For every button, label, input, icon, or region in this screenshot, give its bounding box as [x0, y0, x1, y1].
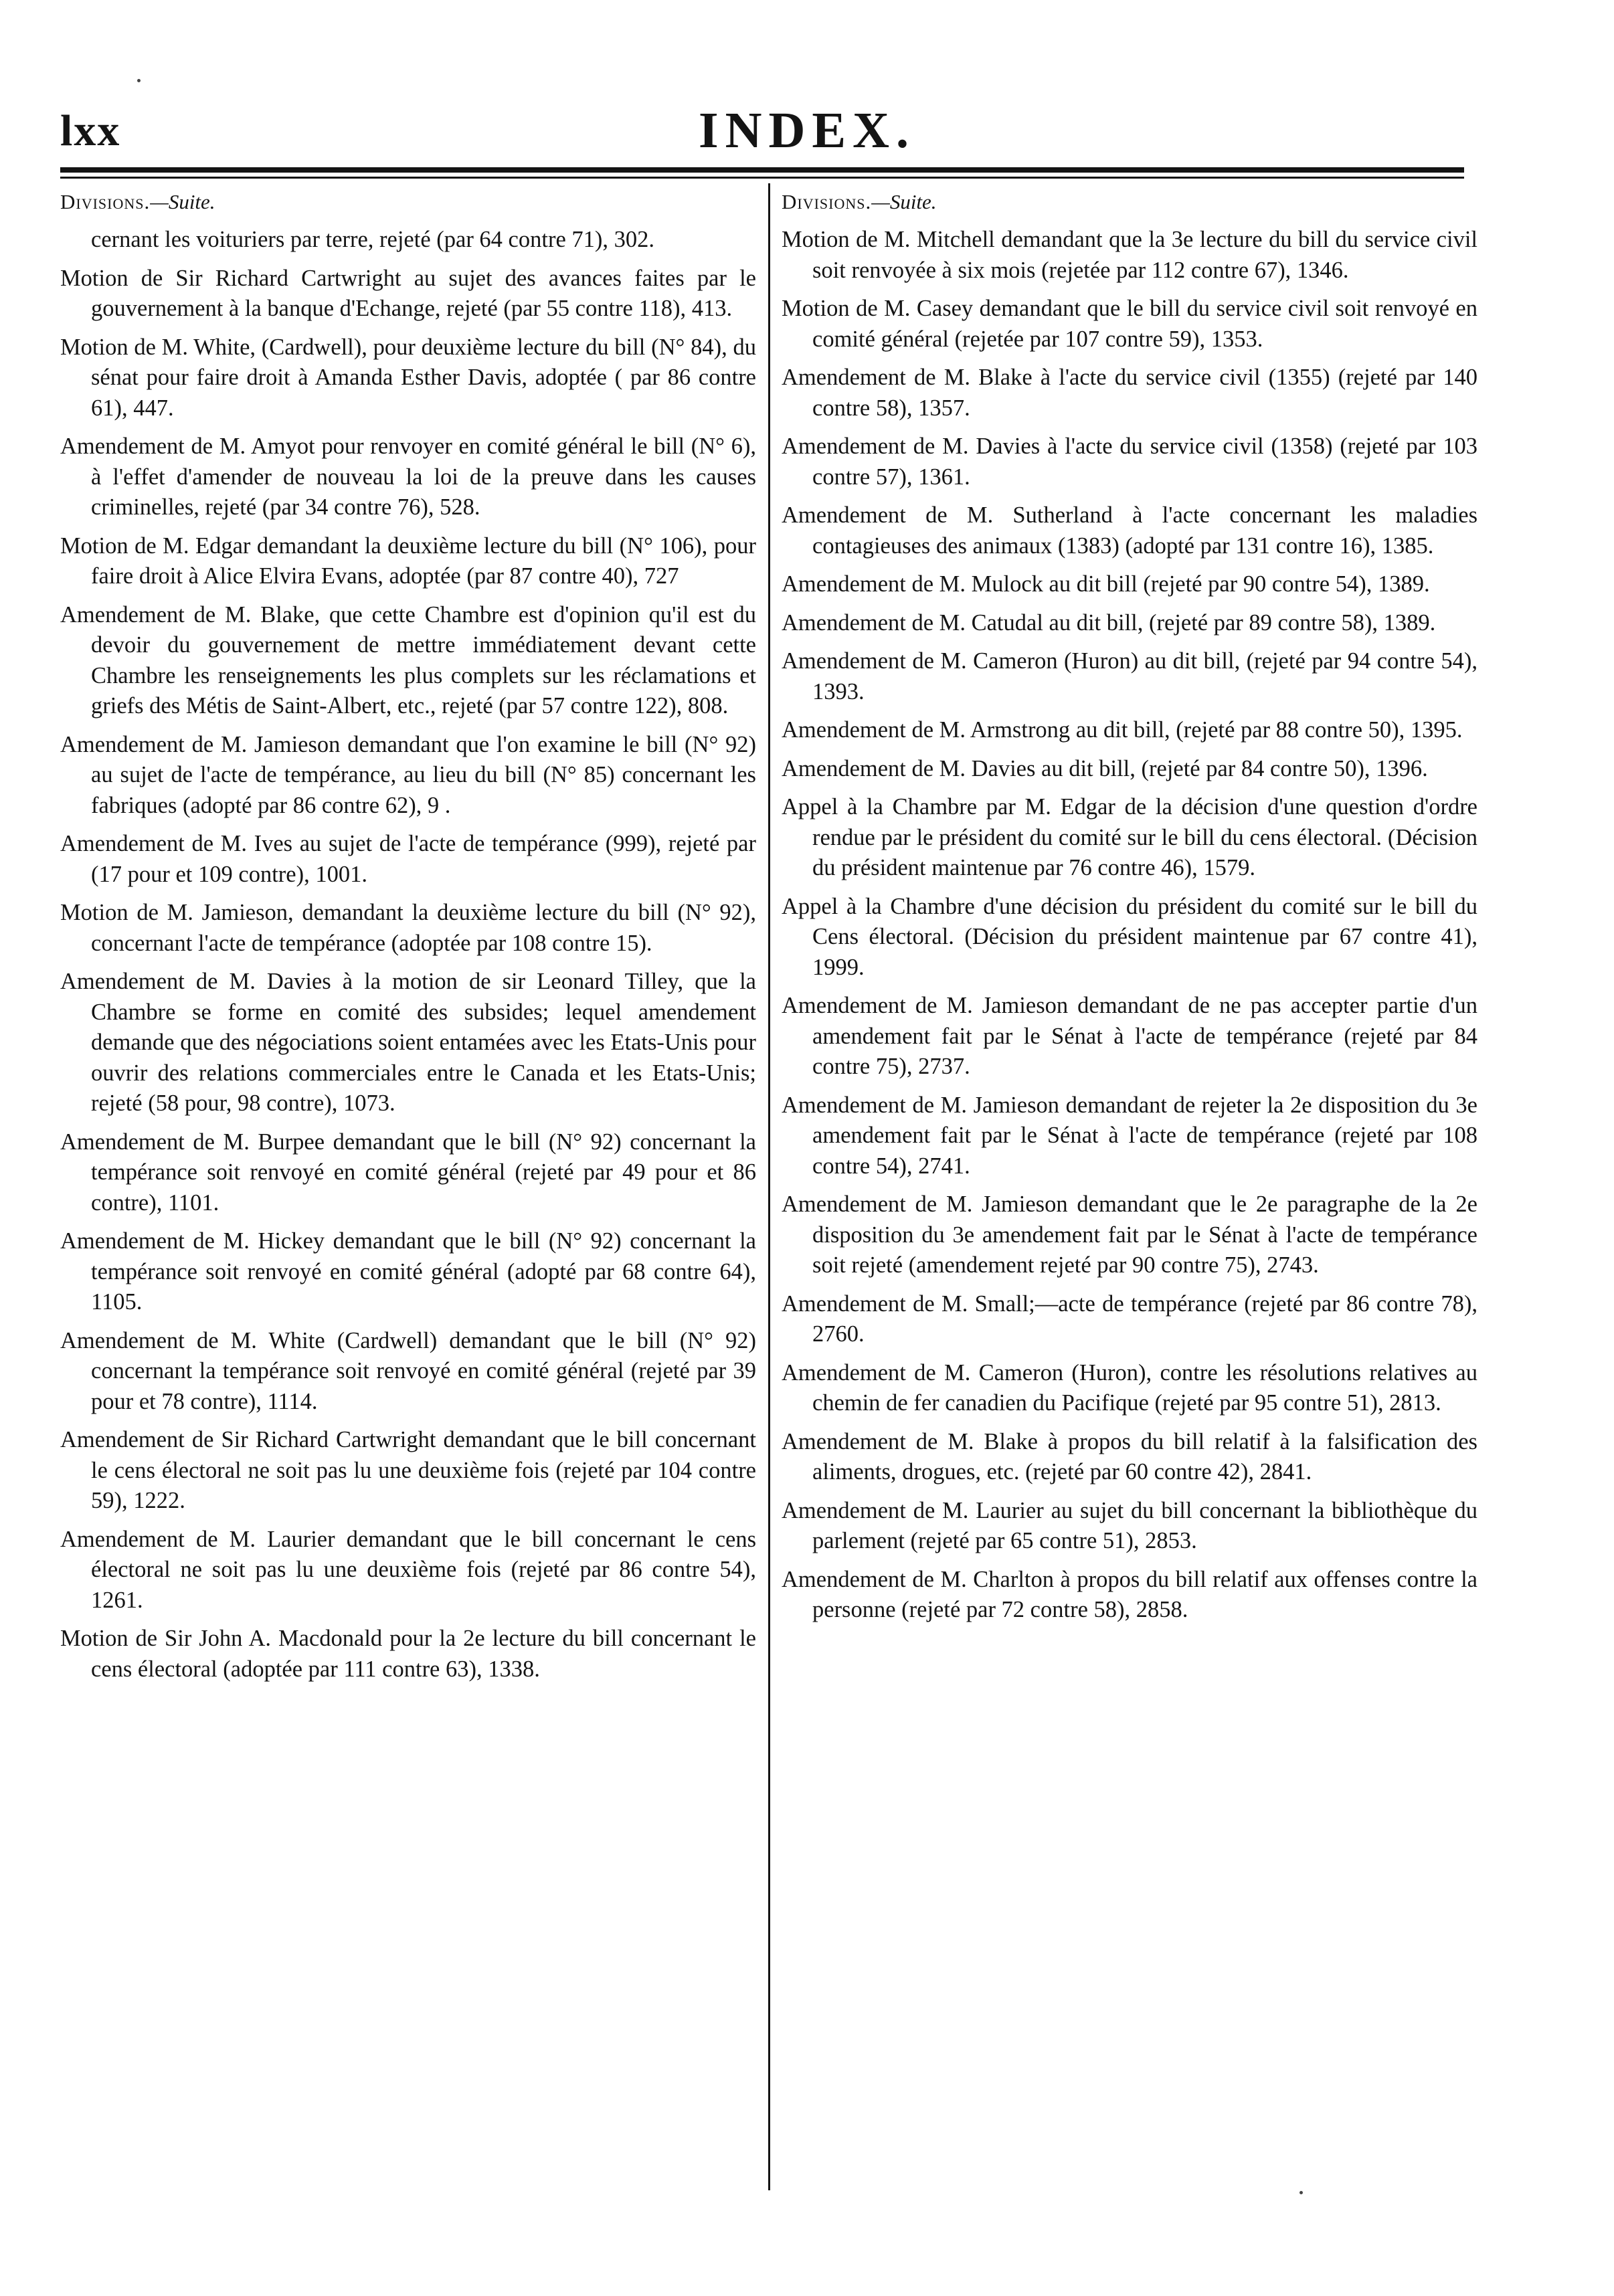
- index-entry: Amendement de M. Jamieson demandant que l'on examine le bill (N° 92) au sujet de l'acte de tempérance, au lieu du bill (N° 85) concernant les fabriques (adopté par 86 contre 62), 9 .: [60, 731, 756, 818]
- header-rule-thin: [60, 177, 1464, 179]
- index-entry: Motion de M. Edgar demandant la deuxième lecture du bill (N° 106), pour faire droit à Alice Elvira Evans, adoptée (par 87 contre 40), 727: [60, 533, 756, 589]
- index-entry: Amendement de M. Mulock au dit bill (rejeté par 90 contre 54), 1389.: [782, 571, 1430, 597]
- index-entry: Amendement de M. Amyot pour renvoyer en comité général le bill (N° 6), à l'effet d'amender de nouveau la loi de la preuve dans les causes criminelles, rejeté (par 34 contre 76), 528.: [60, 434, 756, 520]
- index-entry: Amendement de M. Jamieson demandant de rejeter la 2e disposition du 3e amendement fait par le Sénat à l'acte de tempérance (rejeté par 108 contre 54), 2741.: [782, 1092, 1477, 1179]
- index-entry: Amendement de M. Catudal au dit bill, (rejeté par 89 contre 58), 1389.: [782, 609, 1436, 636]
- left-column: [60, 189, 756, 1693]
- index-entry: Amendement de M. Blake à l'acte du service civil (1355) (rejeté par 140 contre 58), 1357.: [782, 365, 1477, 421]
- index-entry: Motion de M. Mitchell demandant que la 3e lecture du bill du service civil soit renvoyée à six mois (rejetée par 112 contre 67), 1346.: [782, 227, 1477, 283]
- index-entry: Amendement de M. Laurier demandant que le bill concernant le cens électoral ne soit pas lu une deuxième fois (rejeté par 86 contre 54), 1261.: [60, 1526, 756, 1613]
- column-divider: [768, 183, 770, 2190]
- index-entry: Appel à la Chambre par M. Edgar de la décision d'une question d'ordre rendue par le président du comité sur le bill du cens électoral. (Décision du président maintenue par 76 contre 46), 1579.: [782, 794, 1477, 880]
- index-entry: Motion de Sir John A. Macdonald pour la 2e lecture du bill concernant le cens électoral (adoptée par 111 contre 63), 1338.: [60, 1626, 756, 1682]
- index-entry: Amendement de M. Armstrong au dit bill, (rejeté par 88 contre 50), 1395.: [782, 717, 1463, 743]
- right-column: [782, 189, 1477, 1634]
- index-entry: Amendement de M. Small;—acte de tempérance (rejeté par 86 contre 78), 2760.: [782, 1290, 1477, 1347]
- section-label: Divisions.: [60, 190, 151, 213]
- index-entry: Amendement de Sir Richard Cartwright demandant que le bill concernant le cens électoral ne soit pas lu une deuxième fois (rejeté par 104 contre 59), 1222.: [60, 1427, 756, 1513]
- index-entry: Motion de Sir Richard Cartwright au sujet des avances faites par le gouvernement à la banque d'Echange, rejeté (par 55 contre 118), 413.: [60, 265, 756, 321]
- stray-dot-top: [137, 79, 141, 82]
- index-entry: Motion de M. Jamieson, demandant la deuxième lecture du bill (N° 92), concernant l'acte de tempérance (adoptée par 108 contre 15).: [60, 900, 756, 956]
- section-label: Divisions.: [782, 190, 872, 213]
- page-title: INDEX.: [699, 102, 915, 159]
- index-entry: Amendement de M. Jamieson demandant de ne pas accepter partie d'un amendement fait par le Sénat à l'acte de tempérance (rejeté par 84 contre 75), 2737.: [782, 993, 1477, 1079]
- stray-dot-bottom: [1299, 2191, 1303, 2194]
- right-column-header: [782, 189, 1477, 215]
- index-entry: Amendement de M. Laurier au sujet du bill concernant la bibliothèque du parlement (rejeté par 65 contre 51), 2853.: [782, 1497, 1477, 1553]
- index-entry: Amendement de M. Burpee demandant que le bill (N° 92) concernant la tempérance soit renvoyé en comité général (rejeté par 49 pour et 86 contre), 1101.: [60, 1129, 756, 1216]
- index-entry: Amendement de M. Jamieson demandant que le 2e paragraphe de la 2e disposition du 3e amendement fait par le Sénat à l'acte de tempérance soit rejeté (amendement rejeté par 90 contre 75), 2743.: [782, 1191, 1477, 1278]
- index-entry: Amendement de M. Davies à l'acte du service civil (1358) (rejeté par 103 contre 57), 1361.: [782, 434, 1477, 490]
- index-entry: cernant les voituriers par terre, rejeté (par 64 contre 71), 302.: [91, 227, 654, 252]
- page-number: lxx: [60, 106, 121, 155]
- index-entry: Amendement de M. Davies au dit bill, (rejeté par 84 contre 50), 1396.: [782, 755, 1428, 781]
- index-entry: Amendement de M. Hickey demandant que le bill (N° 92) concernant la tempérance soit renvoyé en comité général (adopté par 68 contre 64), 1105.: [60, 1228, 756, 1315]
- index-entry: Amendement de M. Sutherland à l'acte concernant les maladies contagieuses des animaux (1383) (adopté par 131 contre 16), 1385.: [782, 502, 1477, 559]
- section-suite: —Suite.: [150, 190, 215, 213]
- index-entry: Amendement de M. Cameron (Huron) au dit bill, (rejeté par 94 contre 54), 1393.: [782, 648, 1477, 704]
- section-suite: —Suite.: [871, 190, 937, 213]
- index-entry: Amendement de M. Blake à propos du bill relatif à la falsification des aliments, drogues, etc. (rejeté par 60 contre 42), 2841.: [782, 1428, 1477, 1485]
- index-entry: Amendement de M. White (Cardwell) demandant que le bill (N° 92) concernant la tempérance soit renvoyé en comité général (rejeté par 39 pour et 78 contre), 1114.: [60, 1327, 756, 1414]
- index-entry: Appel à la Chambre d'une décision du président du comité sur le bill du Cens électoral. (Décision du président maintenue par 67 contre 41), 1999.: [782, 893, 1477, 980]
- left-column-header: [60, 189, 756, 215]
- index-entry: Amendement de M. Ives au sujet de l'acte de tempérance (999), rejeté par (17 pour et 109 contre), 1001.: [60, 831, 756, 887]
- header-rule-thick: [60, 167, 1464, 173]
- index-entry: Motion de M. Casey demandant que le bill du service civil soit renvoyé en comité général (rejetée par 107 contre 59), 1353.: [782, 296, 1477, 352]
- index-entry: Amendement de M. Blake, que cette Chambre est d'opinion qu'il est du devoir du gouvernement de mettre immédiatement devant cette Chambre les renseignements les plus complets sur les réclamations et griefs des Métis de Saint-Albert, etc., rejeté (par 57 contre 122), 808.: [60, 601, 756, 719]
- index-entry: Motion de M. White, (Cardwell), pour deuxième lecture du bill (N° 84), du sénat pour faire droit à Amanda Esther Davis, adoptée ( par 86 contre 61), 447.: [60, 334, 756, 421]
- index-entry: Amendement de M. Davies à la motion de sir Leonard Tilley, que la Chambre se forme en comité des subsides; lequel amendement demande que des négociations soient entamées avec les Etats-Unis pour ouvrir des relations commerciales entre le Canada et les Etats-Unis; rejeté (58 pour, 98 contre), 1073.: [60, 969, 756, 1116]
- index-entry: Amendement de M. Cameron (Huron), contre les résolutions relatives au chemin de fer canadien du Pacifique (rejeté par 95 contre 51), 2813.: [782, 1359, 1477, 1416]
- index-entry: Amendement de M. Charlton à propos du bill relatif aux offenses contre la personne (rejeté par 72 contre 58), 2858.: [782, 1566, 1477, 1622]
